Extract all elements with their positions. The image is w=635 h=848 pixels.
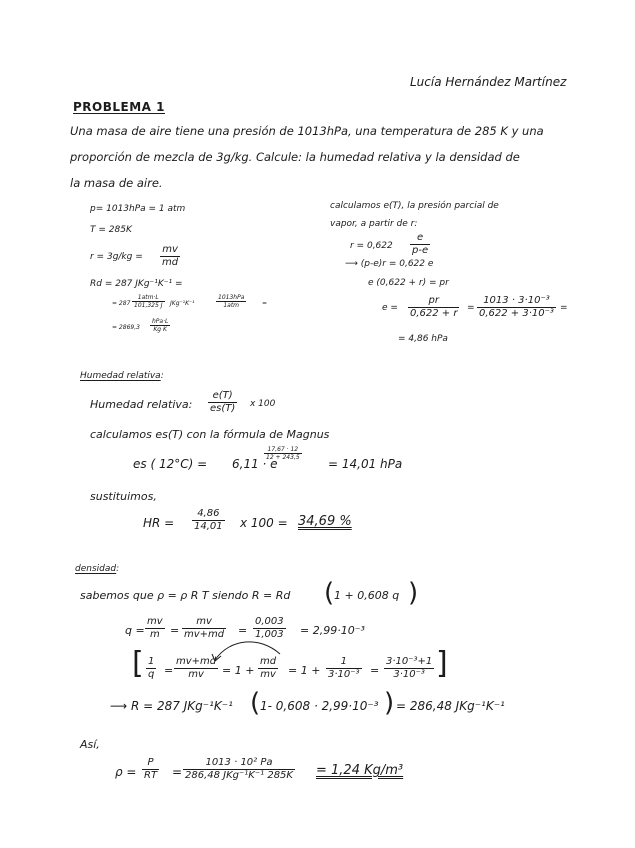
frac-num: pr	[428, 295, 439, 306]
vapor-intro-line-2: vapor, a partir de r:	[330, 219, 418, 229]
frac-num: 1013 · 3·10⁻³	[483, 295, 550, 306]
frac-den: q	[148, 669, 155, 680]
magnus-intro: calculamos es(T) con la fórmula de Magnus	[90, 428, 330, 441]
frac-den: 101,325 J	[134, 302, 163, 309]
bracket-open: [	[132, 646, 144, 681]
frac-num: 1	[340, 656, 347, 667]
frac-num: 3·10⁻³+1	[386, 656, 433, 667]
vapor-eq-2: ⟶ (p-e)r = 0,622 e	[345, 259, 434, 269]
frac-den: mv+md	[184, 629, 225, 640]
humidity-def-rhs: x 100	[250, 399, 276, 409]
paren-open: (	[324, 578, 335, 608]
frac-num: hPa·L	[152, 318, 169, 325]
vapor-eq-1-fraction	[410, 232, 430, 257]
problem-title: PROBLEMA 1	[73, 100, 165, 114]
magnus-exponent	[264, 446, 302, 461]
inv-eq-2: = 1 +	[288, 664, 321, 677]
vapor-result: = 4,86 hPa	[398, 334, 448, 344]
vapor-intro-line-1: calculamos e(T), la presión parcial de	[330, 201, 499, 211]
frac-num: 1atm·L	[137, 294, 159, 301]
density-header-colon: :	[116, 564, 120, 574]
rd-fraction-1	[132, 294, 165, 309]
rho-lhs: ρ =	[115, 765, 137, 779]
r-line-post: = 286,48 JKg⁻¹K⁻¹	[396, 699, 505, 713]
humidity-header: Humedad relativa	[80, 371, 161, 381]
q-result: = 2,99·10⁻³	[300, 624, 365, 637]
magnus-coef: 6,11 · e	[232, 457, 278, 471]
substitute-label: sustituimos,	[90, 490, 157, 503]
hr-fraction	[192, 508, 225, 533]
frac-den: 0,622 + 3·10⁻³	[479, 308, 554, 319]
frac-den: RT	[144, 770, 158, 781]
frac-num: mv	[196, 616, 212, 627]
magnus-rhs: = 14,01 hPa	[328, 457, 403, 471]
vapor-eq-1-lhs: r = 0,622	[350, 241, 393, 251]
density-header: densidad	[75, 564, 117, 574]
author-name: Lucía Hernández Martínez	[410, 75, 567, 89]
frac-den: 286,48 JKg⁻¹K⁻¹ 285K	[185, 770, 293, 781]
bracket-close: ]	[436, 646, 448, 681]
inv-fraction-1	[146, 656, 156, 681]
data-rd-line-2-pre: = 287	[112, 300, 131, 307]
paren-close-2: )	[384, 688, 395, 718]
hr-result: 34,69 %	[298, 514, 352, 529]
frac-num: 17,67 · 12	[267, 446, 299, 453]
frac-num: 1013hPa	[218, 294, 245, 301]
mixing-ratio-fraction	[160, 244, 180, 269]
rho-fraction-1	[142, 757, 159, 782]
density-intro-paren: 1 + 0,608 q	[334, 589, 400, 602]
inv-eq-3: =	[370, 664, 380, 677]
frac-den: 1,003	[255, 629, 284, 640]
q-fraction-1	[145, 616, 165, 641]
data-rd-line-2-mid: JKg⁻¹K⁻¹	[170, 300, 195, 307]
statement-line-3: la masa de aire.	[70, 176, 163, 190]
frac-num: e	[416, 232, 424, 243]
frac-num: 1013 · 10² Pa	[205, 757, 273, 768]
vapor-eq-4-fraction-1	[408, 295, 459, 320]
frac-num: 4,86	[197, 508, 220, 519]
frac-num: e(T)	[212, 390, 233, 401]
r-line-pre: ⟶ R = 287 JKg⁻¹K⁻¹	[110, 699, 233, 713]
inv-mid: = 1 +	[222, 664, 255, 677]
humidity-header-colon: :	[160, 371, 164, 381]
frac-den: 0,622 + r	[410, 308, 458, 319]
humidity-def-fraction	[208, 390, 237, 415]
density-section	[75, 563, 119, 576]
frac-den: mv	[260, 669, 276, 680]
humidity-section	[80, 370, 164, 383]
inv-fraction-4	[326, 656, 362, 681]
rho-fraction-2	[183, 757, 295, 782]
q-eq-1: =	[170, 624, 180, 637]
vapor-eq-4-fraction-2	[477, 295, 556, 320]
data-mixing-ratio-lhs: r = 3g/kg =	[90, 252, 143, 262]
hr-mid: x 100 =	[240, 516, 288, 530]
vapor-eq-4-post: =	[560, 303, 568, 313]
paren-open-2: (	[250, 688, 261, 718]
inv-fraction-5	[384, 656, 434, 681]
frac-den: md	[162, 257, 179, 268]
frac-num: mv+md	[176, 656, 217, 667]
vapor-eq-3: e (0,622 + r) = pr	[368, 278, 449, 288]
frac-den: m	[149, 629, 160, 640]
frac-den: mv	[188, 669, 204, 680]
density-intro: sabemos que ρ = ρ R T siendo R = Rd	[80, 589, 291, 602]
rho-result: = 1,24 Kg/m³	[316, 763, 404, 778]
frac-den: 14,01	[194, 521, 223, 532]
frac-num: mv	[147, 616, 163, 627]
vapor-eq-4-lhs: e =	[382, 303, 398, 313]
frac-den: Kg K	[153, 326, 167, 333]
rd-fraction-3	[150, 318, 170, 333]
data-rd-line-1: Rd = 287 JKg⁻¹K⁻¹ =	[90, 279, 183, 289]
frac-num: md	[260, 656, 277, 667]
r-line-paren: 1- 0,608 · 2,99·10⁻³	[260, 699, 379, 713]
magnus-lhs: es ( 12°C) =	[133, 457, 208, 471]
frac-den: 3·10⁻³	[328, 669, 360, 680]
paren-close: )	[408, 578, 419, 608]
q-lhs: q =	[125, 624, 145, 637]
asi-label: Así,	[80, 738, 100, 751]
vapor-eq-4-equal: =	[467, 303, 475, 313]
frac-num: P	[147, 757, 154, 768]
inv-fraction-2	[174, 656, 218, 681]
statement-line-1: Una masa de aire tiene una presión de 1013hPa, una temperatura de 285 K y una	[70, 124, 544, 138]
inv-fraction-3	[258, 656, 278, 681]
inv-eq-1: =	[164, 664, 174, 677]
statement-line-2: proporción de mezcla de 3g/kg. Calcule: la humedad relativa y la densidad de	[70, 150, 520, 164]
frac-den: 12 + 243,5	[266, 454, 300, 461]
frac-den: p-e	[412, 245, 429, 256]
frac-num: 1	[148, 656, 155, 667]
data-rd-line-3-pre: = 2869,3	[112, 324, 140, 331]
rho-eq: =	[172, 765, 183, 779]
frac-num: 0,003	[255, 616, 284, 627]
data-pressure: p= 1013hPa = 1 atm	[90, 204, 186, 214]
rd-fraction-2	[216, 294, 246, 309]
frac-num: mv	[162, 244, 178, 255]
q-eq-2: =	[238, 624, 248, 637]
humidity-def-lhs: Humedad relativa:	[90, 398, 193, 411]
hr-lhs: HR =	[143, 516, 175, 530]
data-rd-line-2-post: =	[262, 300, 268, 307]
frac-den: 1atm	[223, 302, 240, 309]
frac-den: es(T)	[210, 403, 236, 414]
data-temperature: T = 285K	[90, 225, 132, 235]
frac-den: 3·10⁻³	[393, 669, 425, 680]
